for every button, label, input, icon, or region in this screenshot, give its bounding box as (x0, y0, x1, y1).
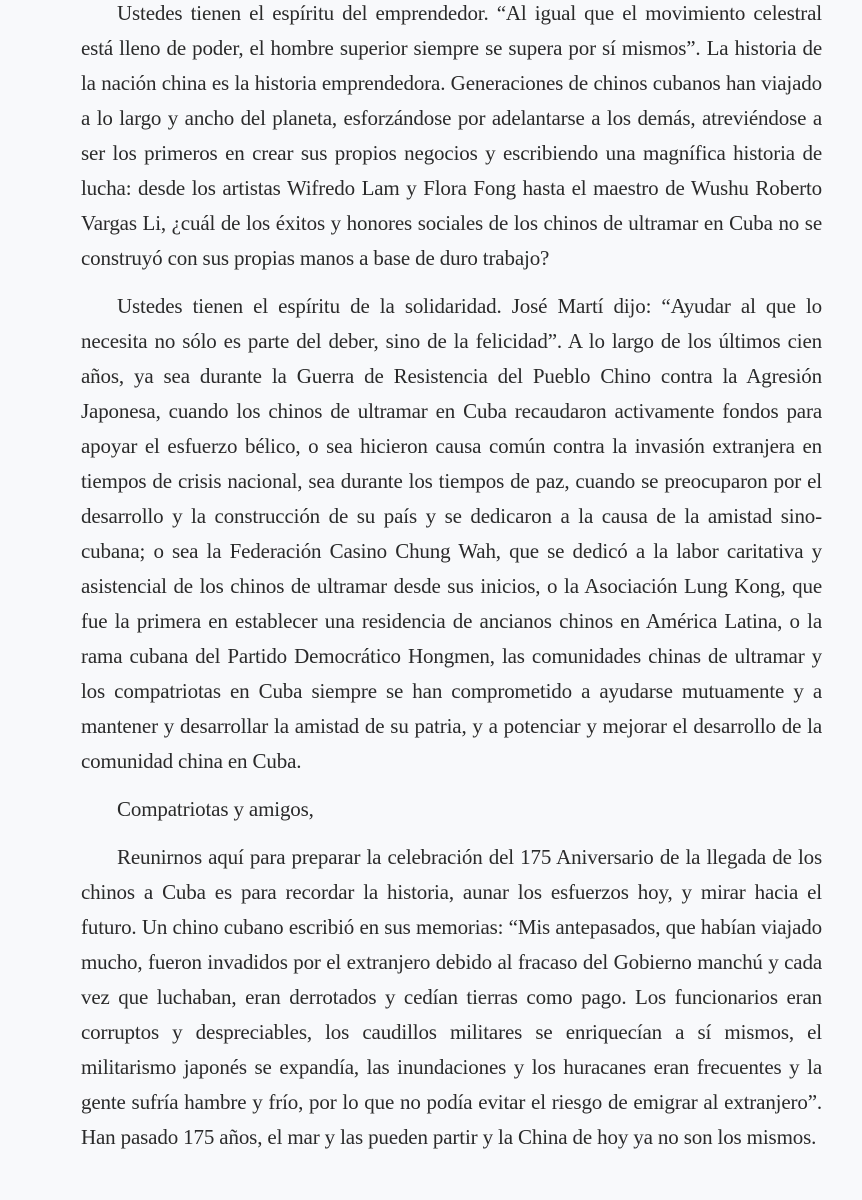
paragraph-entrepreneurial-spirit: Ustedes tienen el espíritu del emprendedor. “Al igual que el movimiento celestral está lleno de poder, el hombre superior siempre se supera por sí mismos”. La historia de la nación china es la historia emprendedora. Generaciones de chinos cubanos han viajado a lo largo y ancho del planeta, esforzándose por adelantarse a los demás, atreviéndose a ser los primeros en crear sus propios negocios y escribiendo una magnífica historia de lucha: desde los artistas Wifredo Lam y Flora Fong hasta el maestro de Wushu Roberto Vargas Li, ¿cuál de los éxitos y honores sociales de los chinos de ultramar en Cuba no se construyó con sus propias manos a base de duro trabajo? (81, 1, 822, 270)
paragraph-anniversary: Reunirnos aquí para preparar la celebración del 175 Aniversario de la llegada de los chinos a Cuba es para recordar la historia, aunar los esfuerzos hoy, y mirar hacia el futuro. Un chino cubano escribió en sus memorias: “Mis antepasados, que habían viajado mucho, fueron invadidos por el extranjero debido al fracaso del Gobierno manchú y cada vez que luchaban, eran derrotados y cedían tierras como pago. Los funcionarios eran corruptos y despreciables, los caudillos militares se enriquecían a sí mismos, el militarismo japonés se expandía, las inundaciones y los huracanes eran frecuentes y la gente sufría hambre y frío, por lo que no podía evitar el riesgo de emigrar al extranjero”. Han pasado 175 años, el mar y las pueden partir y la China de hoy ya no son los mismos. (81, 845, 822, 1149)
paragraph-salutation: Compatriotas y amigos, (117, 797, 314, 821)
paragraph-solidarity-spirit: Ustedes tienen el espíritu de la solidaridad. José Martí dijo: “Ayudar al que lo necesita no sólo es parte del deber, sino de la felicidad”. A lo largo de los últimos cien años, ya sea durante la Guerra de Resistencia del Pueblo Chino contra la Agresión Japonesa, cuando los chinos de ultramar en Cuba recaudaron activamente fondos para apoyar el esfuerzo bélico, o sea hicieron causa común contra la invasión extranjera en tiempos de crisis nacional, sea durante los tiempos de paz, cuando se preocuparon por el desarrollo y la construcción de su país y se dedicaron a la causa de la amistad sino-cubana; o sea la Federación Casino Chung Wah, que se dedicó a la labor caritativa y asistencial de los chinos de ultramar desde sus inicios, o la Asociación Lung Kong, que fue la primera en establecer una residencia de ancianos chinos en América Latina, o la rama cubana del Partido Democrático Hongmen, las comunidades chinas de ultramar y los compatriotas en Cuba siempre se han comprometido a ayudarse mutuamente y a mantener y desarrollar la amistad de su patria, y a potenciar y mejorar el desarrollo de la comunidad china en Cuba. (81, 294, 822, 773)
